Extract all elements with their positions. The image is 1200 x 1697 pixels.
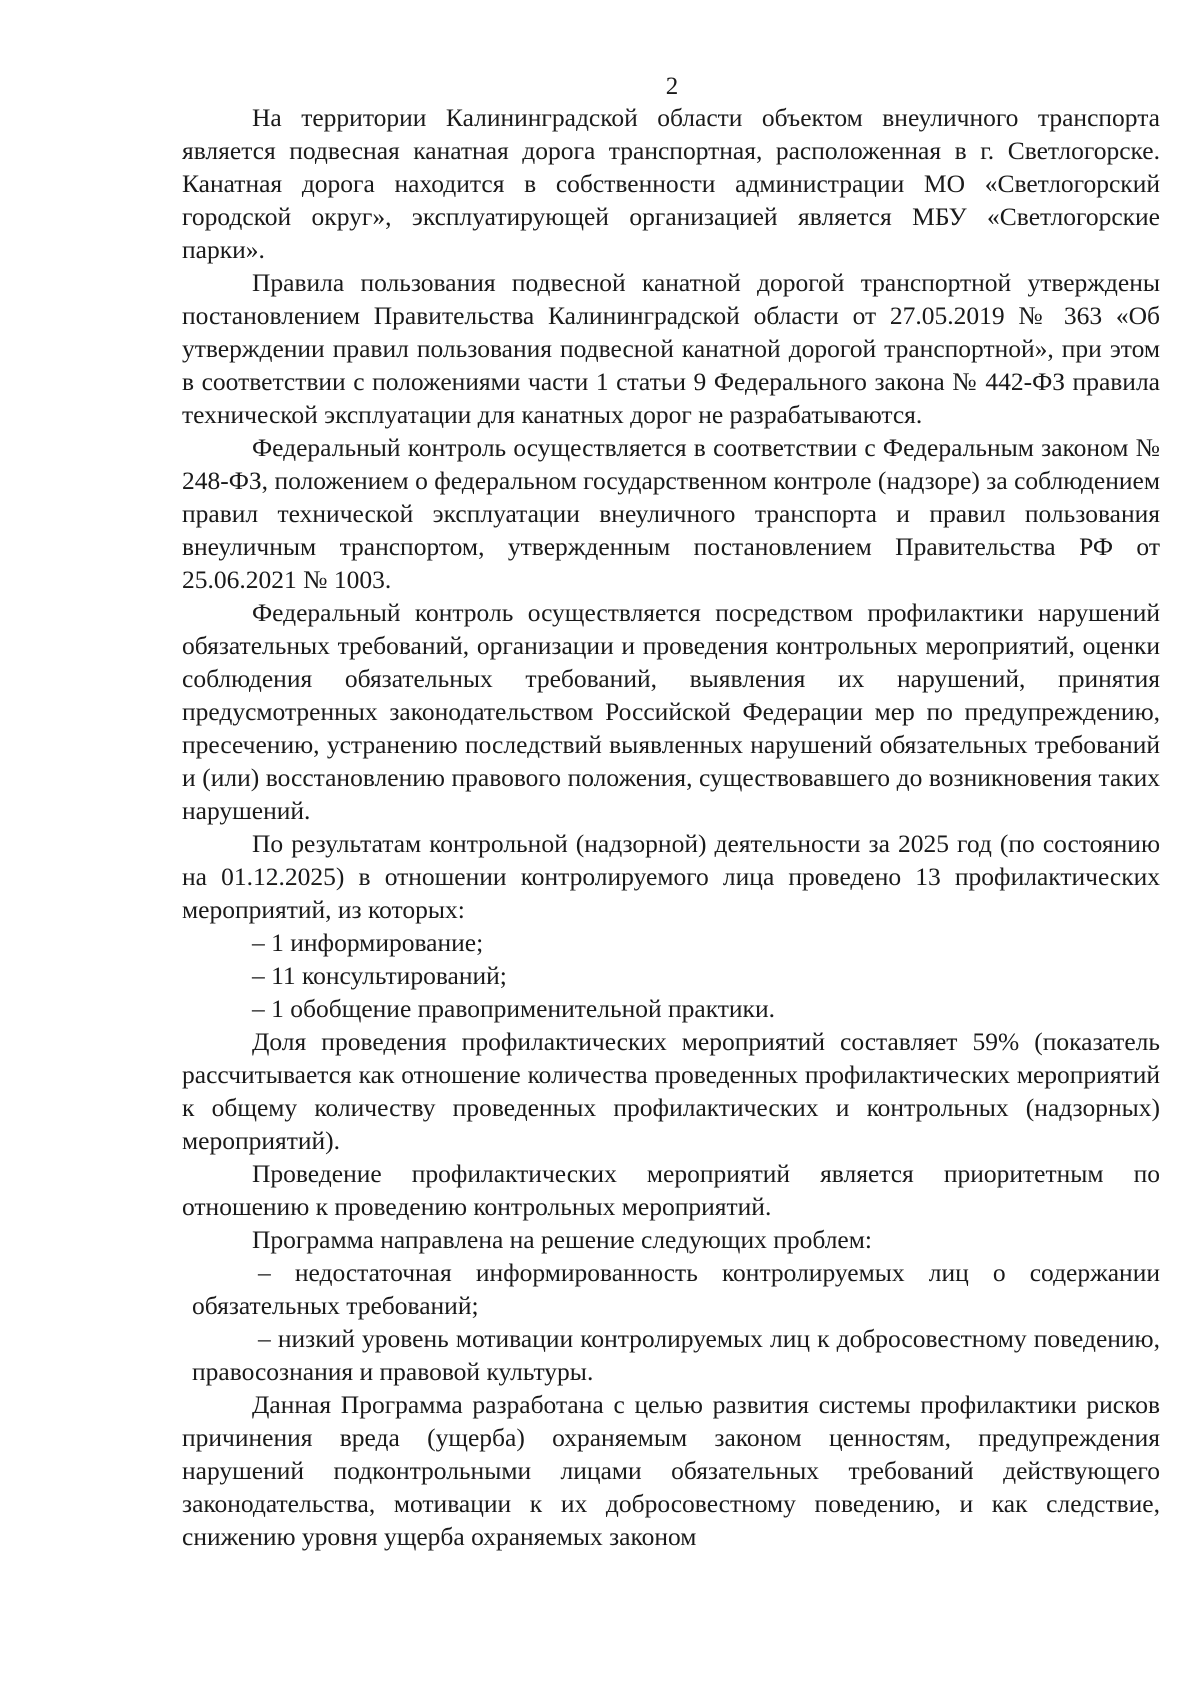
paragraph-program-problems: Программа направлена на решение следующих проблем:: [252, 1225, 872, 1254]
paragraph-federal-control-basis: Федеральный контроль осуществляется в соответствии с Федеральным законом № 248-ФЗ, положением о федеральном государственном контроле (надзоре) за соблюдением правил технической эксплуатации внеуличного транспорта и правил пользования внеуличным транспортом, утвержденным постановлением Правительства РФ от 25.06.2021 № 1003.: [182, 433, 1160, 594]
list-item-problem-motivation: – низкий уровень мотивации контролируемых лиц к добросовестному поведению, правосознания и правовой культуры.: [192, 1324, 1160, 1386]
paragraph-results-2025: По результатам контрольной (надзорной) деятельности за 2025 год (по состоянию на 01.12.2025) в отношении контролируемого лица проведено 13 профилактических мероприятий, из которых:: [182, 829, 1160, 924]
paragraph-usage-rules: Правила пользования подвесной канатной дорогой транспортной утверждены постановлением Правительства Калининградской области от 27.05.2019 № 363 «Об утверждении правил пользования подвесной канатной дорогой транспортной», при этом в соответствии с положениями части 1 статьи 9 Федерального закона № 442-ФЗ правила технической эксплуатации для канатных дорог не разрабатываются.: [182, 268, 1160, 429]
paragraph-prevention-share: Доля проведения профилактических мероприятий составляет 59% (показатель рассчитывается как отношение количества проведенных профилактических мероприятий к общему количеству проведенных профилактических и контрольных (надзорных) мероприятий).: [182, 1027, 1160, 1155]
paragraph-prevention-priority: Проведение профилактических мероприятий является приоритетным по отношению к проведению контрольных мероприятий.: [182, 1159, 1160, 1221]
paragraph-federal-control-methods: Федеральный контроль осуществляется посредством профилактики нарушений обязательных требований, организации и проведения контрольных мероприятий, оценки соблюдения обязательных требований, выявления их нарушений, принятия предусмотренных законодательством Российской Федерации мер по предупреждению, пресечению, устранению последствий выявленных нарушений обязательных требований и (или) восстановлению правового положения, существовавшего до возникновения таких нарушений.: [182, 598, 1160, 825]
list-item-problem-awareness: – недостаточная информированность контролируемых лиц о содержании обязательных требований;: [192, 1258, 1160, 1320]
list-item-consultations: – 11 консультирований;: [252, 961, 507, 990]
list-item-informing: – 1 информирование;: [252, 928, 484, 957]
paragraph-program-purpose: Данная Программа разработана с целью развития системы профилактики рисков причинения вреда (ущерба) охраняемым законом ценностям, предупреждения нарушений подконтрольными лицами обязательных требований действующего законодательства, мотивации к их добросовестному поведению, и как следствие, снижению уровня ущерба охраняемых законом: [182, 1390, 1160, 1551]
list-item-practice-summary: – 1 обобщение правоприменительной практики.: [252, 994, 775, 1023]
page-number: 2: [665, 73, 679, 100]
paragraph-cable-car-ownership: На территории Калининградской области объектом внеуличного транспорта является подвесная канатная дорога транспортная, расположенная в г. Светлогорске. Канатная дорога находится в собственности администрации МО «Светлогорский городской округ», эксплуатирующей организацией является МБУ «Светлогорские парки».: [182, 103, 1160, 264]
document-body: [182, 101, 1160, 1553]
